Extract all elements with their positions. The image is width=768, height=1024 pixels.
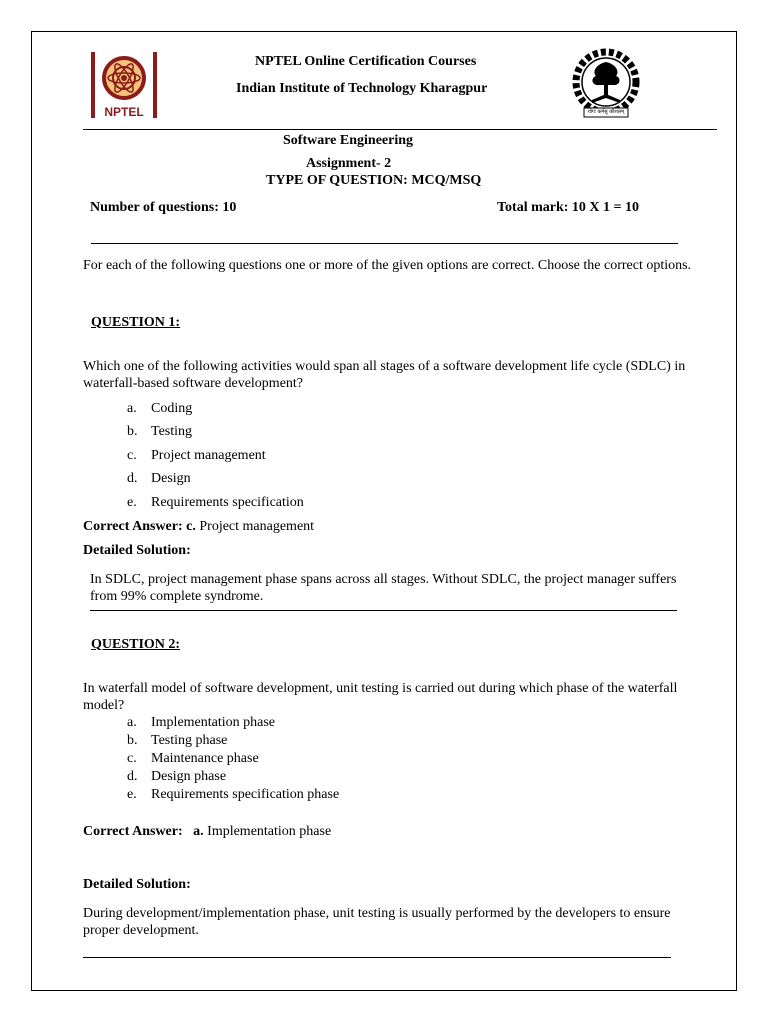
- option-text: Maintenance phase: [151, 751, 259, 766]
- option-letter: c.: [127, 448, 137, 463]
- question-1-heading: QUESTION 1:: [91, 315, 181, 330]
- option-text: Project management: [151, 448, 266, 463]
- question-1-option: [127, 448, 266, 464]
- answer-text: Project management: [195, 519, 315, 534]
- question-2-solution-label: Detailed Solution:: [83, 877, 191, 892]
- answer-text: Implementation phase: [203, 824, 332, 839]
- option-text: Design phase: [151, 769, 227, 784]
- header-line-1: NPTEL Online Certification Courses: [255, 54, 477, 69]
- question-1-divider: [90, 610, 677, 611]
- question-2-solution-text: During development/implementation phase, unit testing is usually performed by the developers to ensure proper development.: [83, 906, 671, 938]
- nptel-logo: [89, 50, 159, 122]
- option-text: Requirements specification: [151, 495, 304, 510]
- option-text: Implementation phase: [151, 715, 276, 730]
- header-divider: [83, 129, 717, 130]
- question-2-correct-answer: [83, 824, 331, 840]
- subject-title: Software Engineering: [283, 133, 414, 148]
- assignment-title: Assignment- 2: [306, 156, 392, 171]
- instructions: For each of the following questions one or more of the given options are correct. Choose the correct options.: [83, 258, 692, 273]
- question-type: TYPE OF QUESTION: MCQ/MSQ: [266, 173, 482, 188]
- option-letter: a.: [127, 401, 137, 416]
- option-letter: e.: [127, 495, 137, 510]
- question-1-solution-text: In SDLC, project management phase spans across all stages. Without SDLC, the project manager suffers from 99% complete syndrome.: [90, 572, 677, 604]
- question-2-option: [127, 769, 226, 785]
- iit-logo-motto: योगः कर्मसु कौशलम्: [587, 109, 625, 115]
- option-letter: b.: [127, 733, 138, 748]
- option-letter: a.: [127, 715, 137, 730]
- question-1-option: [127, 401, 192, 417]
- question-2-option: [127, 787, 339, 803]
- option-letter: e.: [127, 787, 137, 802]
- number-of-questions: Number of questions: 10: [90, 200, 237, 215]
- total-mark: Total mark: 10 X 1 = 10: [497, 200, 640, 215]
- question-1-option: [127, 471, 191, 487]
- info-divider: [91, 243, 678, 244]
- option-letter: d.: [127, 769, 138, 784]
- question-1-option: [127, 424, 192, 440]
- nptel-logo-text: NPTEL: [104, 105, 144, 119]
- iit-kharagpur-logo: [566, 44, 646, 124]
- answer-label: Correct Answer: a.: [83, 824, 204, 839]
- option-letter: c.: [127, 751, 137, 766]
- question-2-heading: QUESTION 2:: [91, 637, 181, 652]
- question-1-option: [127, 495, 304, 511]
- option-letter: d.: [127, 471, 138, 486]
- question-2-option: [127, 751, 259, 767]
- question-1-solution-label: Detailed Solution:: [83, 543, 191, 558]
- option-text: Requirements specification phase: [151, 787, 340, 802]
- option-text: Design: [151, 471, 191, 486]
- question-1-text: Which one of the following activities would span all stages of a software development life cycle (SDLC) in waterfall-based software development?: [83, 359, 686, 391]
- header-line-2: Indian Institute of Technology Kharagpur: [236, 81, 488, 96]
- question-1-correct-answer: [83, 519, 314, 535]
- option-text: Coding: [151, 401, 193, 416]
- question-2-divider: [83, 957, 671, 958]
- question-2-option: [127, 715, 275, 731]
- option-letter: b.: [127, 424, 138, 439]
- answer-label: Correct Answer: c.: [83, 519, 196, 534]
- option-text: Testing phase: [151, 733, 228, 748]
- question-2-text: In waterfall model of software development, unit testing is carried out during which phase of the waterfall model?: [83, 681, 678, 713]
- question-2-option: [127, 733, 227, 749]
- option-text: Testing: [151, 424, 193, 439]
